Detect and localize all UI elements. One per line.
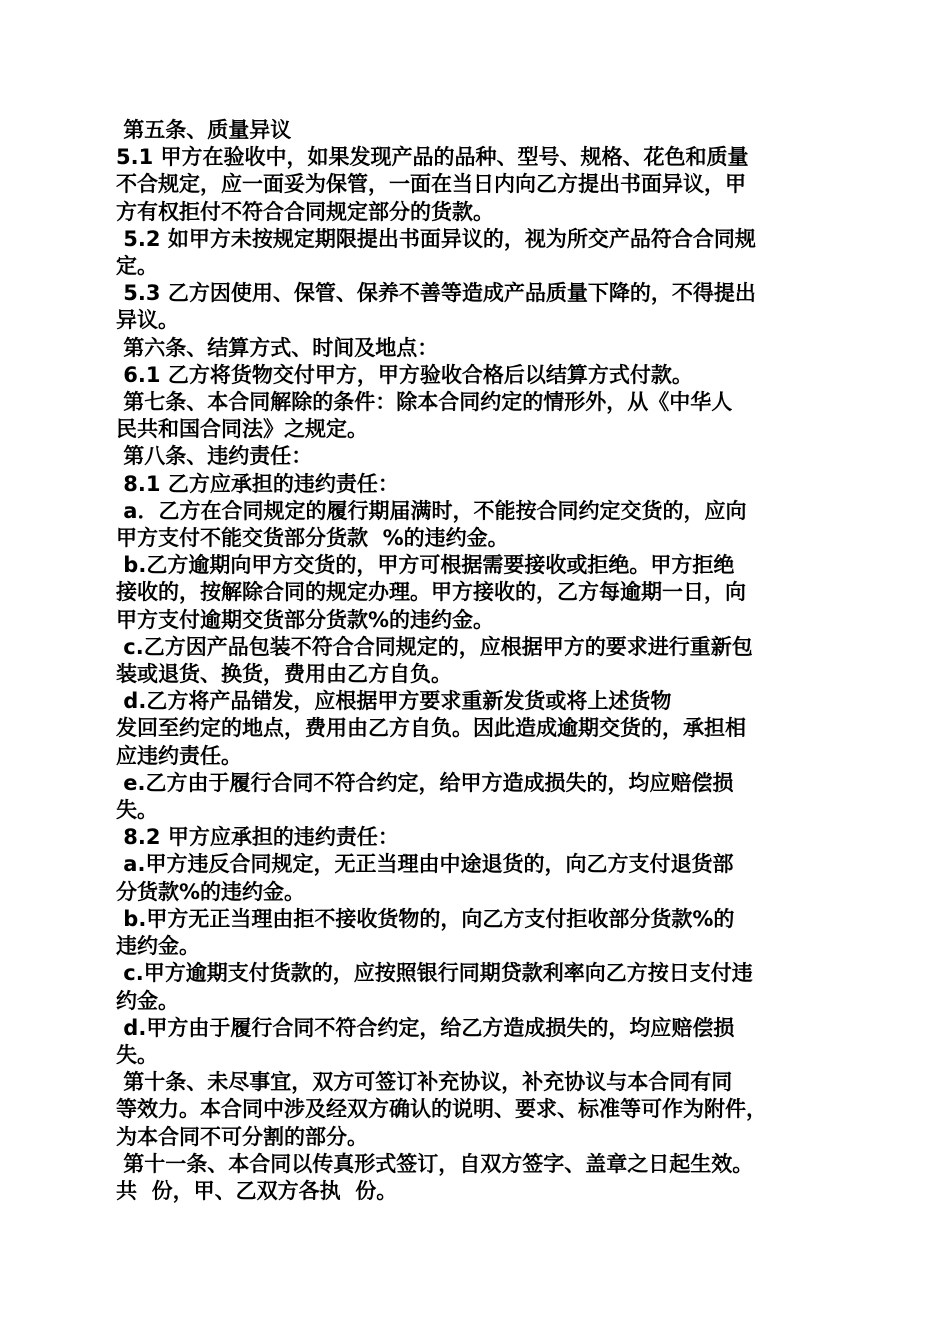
paragraph-art6-title [116, 335, 842, 362]
paragraph-art8-1b [116, 552, 842, 634]
paragraph-art8-2a [116, 851, 842, 905]
paragraph-art8-title [116, 443, 842, 470]
text-line: 定。 [116, 254, 158, 279]
paragraph-art5-1 [116, 144, 842, 226]
text-line: 发回至约定的地点，费用由乙方自负。因此造成逾期交货的，承担相 [116, 716, 746, 741]
text-line: 违约金。 [116, 934, 200, 959]
text-line: 等效力。本合同中涉及经双方确认的说明、要求、标准等可作为附件， [116, 1097, 767, 1122]
text-line: 共 份，甲、乙双方各执 份。 [116, 1178, 398, 1203]
text-line: d.乙方将产品错发，应根据甲方要求重新发货或将上述货物 [116, 689, 672, 714]
paragraph-art5-2 [116, 226, 842, 280]
text-line: 为本合同不可分割的部分。 [116, 1124, 368, 1149]
text-line: 5.2 如甲方未按规定期限提出书面异议的，视为所交产品符合合同规 [116, 226, 756, 251]
paragraph-art8-2b [116, 906, 842, 960]
text-line: 民共和国合同法》之规定。 [116, 417, 368, 442]
paragraph-art5-3 [116, 280, 842, 334]
text-line: 第五条、质量异议 [116, 118, 292, 142]
text-line: 第十一条、本合同以传真形式签订，自双方签字、盖章之日起生效。 [116, 1151, 754, 1176]
paragraph-art7 [116, 389, 842, 443]
paragraph-art11 [116, 1151, 842, 1205]
text-line: 失。 [116, 798, 158, 823]
text-line: 第六条、结算方式、时间及地点： [116, 335, 439, 360]
paragraph-art5-title [116, 117, 842, 144]
paragraph-art8-2 [116, 824, 842, 851]
paragraph-art8-2d [116, 1015, 842, 1069]
text-line: 5.1 甲方在验收中，如果发现产品的品种、型号、规格、花色和质量 [116, 145, 749, 170]
text-line: 分货款%的违约金。 [116, 879, 306, 904]
text-line: 8.2 甲方应承担的违约责任： [116, 825, 399, 850]
paragraph-art8-2c [116, 960, 842, 1014]
paragraph-art10 [116, 1069, 842, 1151]
text-line: 异议。 [116, 308, 179, 333]
text-line: a．乙方在合同规定的履行期届满时，不能按合同约定交货的，应向 [116, 498, 747, 523]
text-line: 甲方支付不能交货部分货款 %的违约金。 [116, 526, 509, 551]
text-line: a.甲方违反合同规定，无正当理由中途退货的，向乙方支付退货部 [116, 852, 734, 877]
text-line: 不合规定，应一面妥为保管，一面在当日内向乙方提出书面异议，甲 [116, 172, 746, 197]
paragraph-art8-1 [116, 471, 842, 498]
text-line: c.乙方因产品包装不符合合同规定的，应根据甲方的要求进行重新包 [116, 634, 753, 659]
text-line: b.甲方无正当理由拒不接收货物的，向乙方支付拒收部分货款%的 [116, 906, 735, 931]
text-line: 5.3 乙方因使用、保管、保养不善等造成产品质量下降的，不得提出 [116, 281, 756, 306]
text-line: 8.1 乙方应承担的违约责任： [116, 471, 399, 496]
text-line: 约金。 [116, 988, 179, 1013]
text-line: e.乙方由于履行合同不符合约定，给甲方造成损失的，均应赔偿损 [116, 770, 734, 795]
text-line: d.甲方由于履行合同不符合约定，给乙方造成损失的，均应赔偿损 [116, 1015, 735, 1040]
text-line: 甲方支付逾期交货部分货款%的违约金。 [116, 607, 495, 632]
text-line: 失。 [116, 1042, 158, 1067]
text-line: 第十条、未尽事宜，双方可签订补充协议，补充协议与本合同有同 [116, 1070, 733, 1095]
paragraph-art8-1a [116, 498, 842, 552]
paragraph-art8-1e [116, 770, 842, 824]
text-line: c.甲方逾期支付货款的，应按照银行同期贷款利率向乙方按日支付违 [116, 961, 753, 986]
text-line: 装或退货、换货，费用由乙方自负。 [116, 662, 452, 687]
paragraph-art8-1c [116, 634, 842, 688]
text-line: 第七条、本合同解除的条件：除本合同约定的情形外，从《中华人 [116, 390, 733, 415]
paragraph-art6-1 [116, 362, 842, 389]
text-line: 方有权拒付不符合合同规定部分的货款。 [116, 199, 494, 224]
contract-body [116, 117, 842, 1205]
text-line: 6.1 乙方将货物交付甲方，甲方验收合格后以结算方式付款。 [116, 362, 693, 387]
text-line: b.乙方逾期向甲方交货的，甲方可根据需要接收或拒绝。甲方拒绝 [116, 553, 735, 578]
paragraph-art8-1d [116, 688, 842, 770]
text-line: 接收的，按解除合同的规定办理。甲方接收的，乙方每逾期一日，向 [116, 580, 746, 605]
text-line: 应违约责任。 [116, 743, 242, 768]
text-line: 第八条、违约责任： [116, 444, 313, 469]
